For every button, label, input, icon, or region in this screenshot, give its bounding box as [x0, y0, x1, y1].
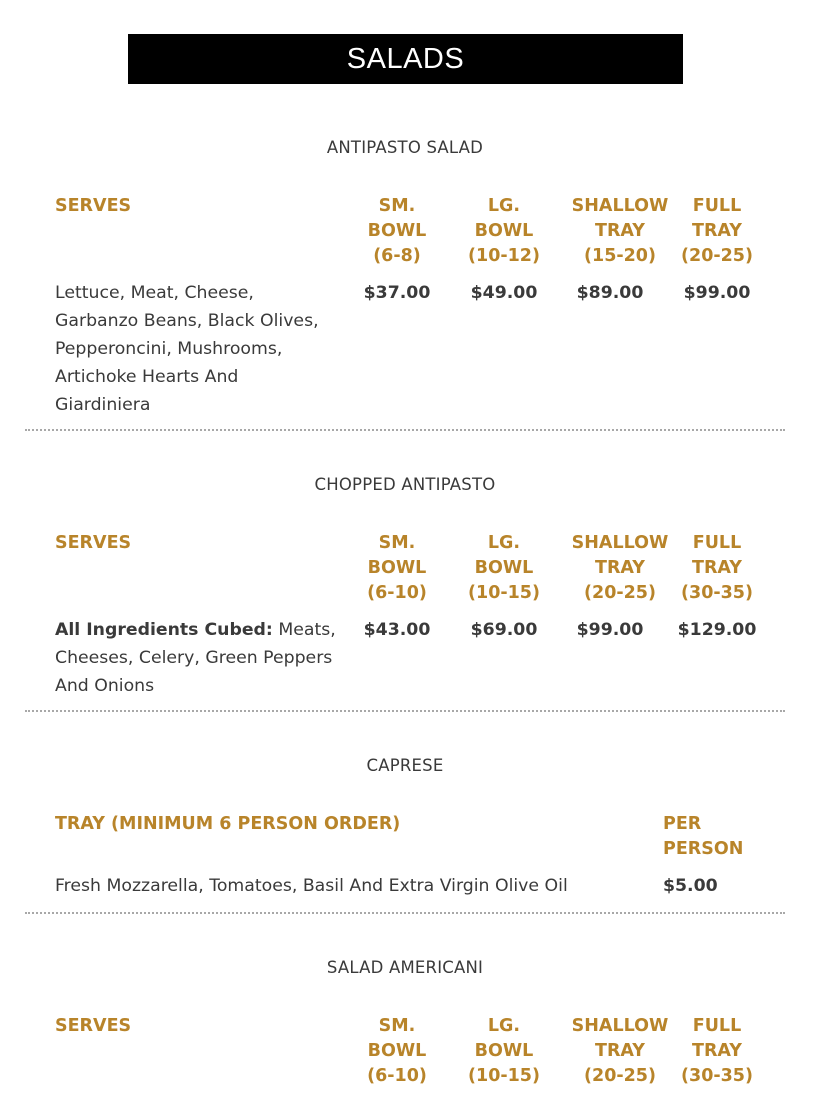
col-line: (20-25) [584, 1066, 656, 1086]
antipasto-col-shallow-tray [565, 194, 675, 269]
caprese-tray-label: TRAY (MINIMUM 6 PERSON ORDER) [55, 814, 401, 834]
chopped-price-sm-bowl: $43.00 [363, 620, 431, 640]
caprese-per-person-label [663, 812, 743, 862]
antipasto-col-sm-bowl [342, 194, 452, 269]
section-divider [25, 710, 785, 712]
col-line: LG. [487, 533, 521, 553]
col-line: SM. [378, 533, 416, 553]
chopped-title: CHOPPED ANTIPASTO [314, 475, 496, 494]
col-line: SHALLOW [571, 533, 669, 553]
desc-line: Cheeses, Celery, Green Peppers [55, 648, 333, 668]
caprese-description: Fresh Mozzarella, Tomatoes, Basil And Extra Virgin Olive Oil [55, 876, 568, 896]
col-line: BOWL [474, 1041, 534, 1061]
col-line: LG. [487, 1016, 521, 1036]
chopped-serves-label: SERVES [55, 533, 132, 553]
col-line: PER [663, 814, 702, 834]
col-line: TRAY [595, 1041, 645, 1061]
col-line: (6-10) [367, 1066, 427, 1086]
col-line: BOWL [367, 558, 427, 578]
antipasto-price-full-tray: $99.00 [683, 283, 751, 303]
americani-col-sm-bowl [342, 1014, 452, 1089]
desc-line: Garbanzo Beans, Black Olives, [55, 311, 319, 331]
col-line: BOWL [474, 221, 534, 241]
desc-line: Giardiniera [55, 395, 151, 415]
section-divider [25, 429, 785, 431]
col-line: (20-25) [584, 583, 656, 603]
antipasto-title: ANTIPASTO SALAD [326, 138, 484, 157]
col-line: (20-25) [681, 246, 753, 266]
antipasto-col-full-tray [662, 194, 772, 269]
antipasto-serves-label: SERVES [55, 196, 132, 216]
antipasto-description [55, 279, 319, 419]
col-line: LG. [487, 196, 521, 216]
americani-title: SALAD AMERICANI [326, 958, 484, 977]
americani-col-shallow-tray [565, 1014, 675, 1089]
col-line: TRAY [595, 558, 645, 578]
caprese-title: CAPRESE [366, 756, 444, 775]
col-line: (10-15) [468, 583, 540, 603]
col-line: FULL [692, 1016, 742, 1036]
americani-col-full-tray [662, 1014, 772, 1089]
section-divider [25, 912, 785, 914]
col-line: (10-12) [468, 246, 540, 266]
col-line: (30-35) [681, 583, 753, 603]
col-line: BOWL [474, 558, 534, 578]
col-line: TRAY [692, 1041, 742, 1061]
col-line: FULL [692, 533, 742, 553]
chopped-col-sm-bowl [342, 531, 452, 606]
antipasto-price-lg-bowl: $49.00 [470, 283, 538, 303]
desc-line: Pepperoncini, Mushrooms, [55, 339, 283, 359]
desc-line [55, 616, 336, 644]
col-line: BOWL [367, 1041, 427, 1061]
chopped-price-shallow-tray: $99.00 [576, 620, 644, 640]
desc-line: Lettuce, Meat, Cheese, [55, 283, 254, 303]
col-line: FULL [692, 196, 742, 216]
col-line: BOWL [367, 221, 427, 241]
col-line: (30-35) [681, 1066, 753, 1086]
col-line: (6-10) [367, 583, 427, 603]
col-line: SM. [378, 196, 416, 216]
col-line: TRAY [692, 558, 742, 578]
col-line: TRAY [595, 221, 645, 241]
caprese-price: $5.00 [663, 876, 718, 896]
chopped-price-lg-bowl: $69.00 [470, 620, 538, 640]
col-line: SHALLOW [571, 196, 669, 216]
col-line: (10-15) [468, 1066, 540, 1086]
col-line: PERSON [663, 839, 744, 859]
chopped-price-full-tray: $129.00 [677, 620, 757, 640]
col-line: (15-20) [584, 246, 656, 266]
chopped-col-shallow-tray [565, 531, 675, 606]
americani-col-lg-bowl [449, 1014, 559, 1089]
americani-serves-label: SERVES [55, 1016, 132, 1036]
col-line: SHALLOW [571, 1016, 669, 1036]
chopped-col-lg-bowl [449, 531, 559, 606]
banner-title: SALADS [346, 42, 465, 75]
col-line: TRAY [692, 221, 742, 241]
chopped-col-full-tray [662, 531, 772, 606]
col-line: (6-8) [373, 246, 421, 266]
antipasto-price-shallow-tray: $89.00 [576, 283, 644, 303]
section-banner [128, 34, 683, 84]
desc-bold: All Ingredients Cubed: [55, 620, 273, 640]
antipasto-col-lg-bowl [449, 194, 559, 269]
chopped-description [55, 616, 336, 700]
antipasto-price-sm-bowl: $37.00 [363, 283, 431, 303]
desc-line: And Onions [55, 676, 155, 696]
desc-rest: Meats, [272, 620, 336, 640]
col-line: SM. [378, 1016, 416, 1036]
desc-line: Artichoke Hearts And [55, 367, 239, 387]
